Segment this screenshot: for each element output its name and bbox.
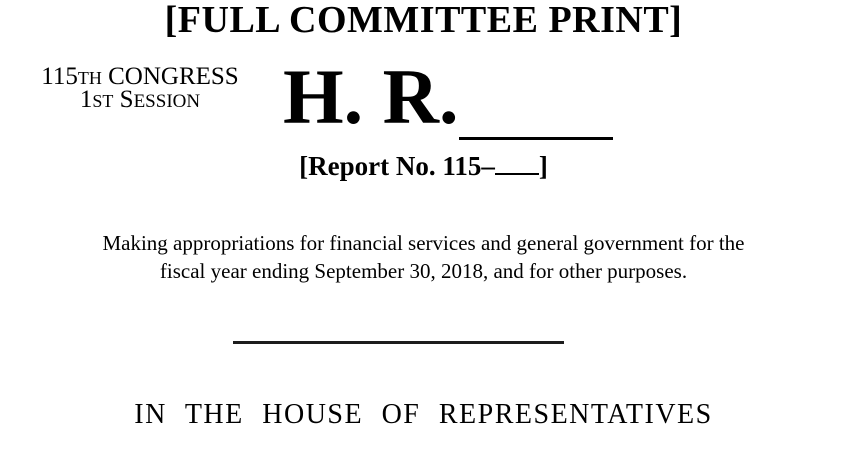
session-word-rest: ESSION (133, 91, 201, 112)
session-word-initial: S (119, 86, 134, 113)
congress-session-block (20, 63, 260, 113)
report-number-blank (495, 173, 539, 175)
section-divider-rule (233, 341, 564, 344)
congress-ordinal: TH (77, 68, 102, 88)
report-suffix: ] (538, 151, 548, 181)
session-ordinal: ST (92, 91, 114, 111)
session-line (20, 86, 260, 113)
congress-number: 115 (41, 63, 78, 90)
report-prefix: [Report No. 115– (299, 151, 495, 181)
description-line-2: fiscal year ending September 30, 2018, and for other purposes. (159, 259, 688, 283)
session-number: 1 (79, 86, 93, 113)
chamber-heading: IN THE HOUSE OF REPRESENTATIVES (134, 399, 713, 430)
bill-number: H. R. (283, 53, 459, 140)
congress-line (20, 63, 260, 90)
bill-number-blank (459, 137, 613, 140)
description-line-1: Making appropriations for financial services and general government for the (102, 231, 745, 255)
congress-word: CONGRESS (108, 63, 239, 90)
bill-description (0, 229, 847, 285)
report-number-line (0, 153, 847, 180)
committee-print-heading: [FULL COMMITTEE PRINT] (164, 0, 683, 41)
